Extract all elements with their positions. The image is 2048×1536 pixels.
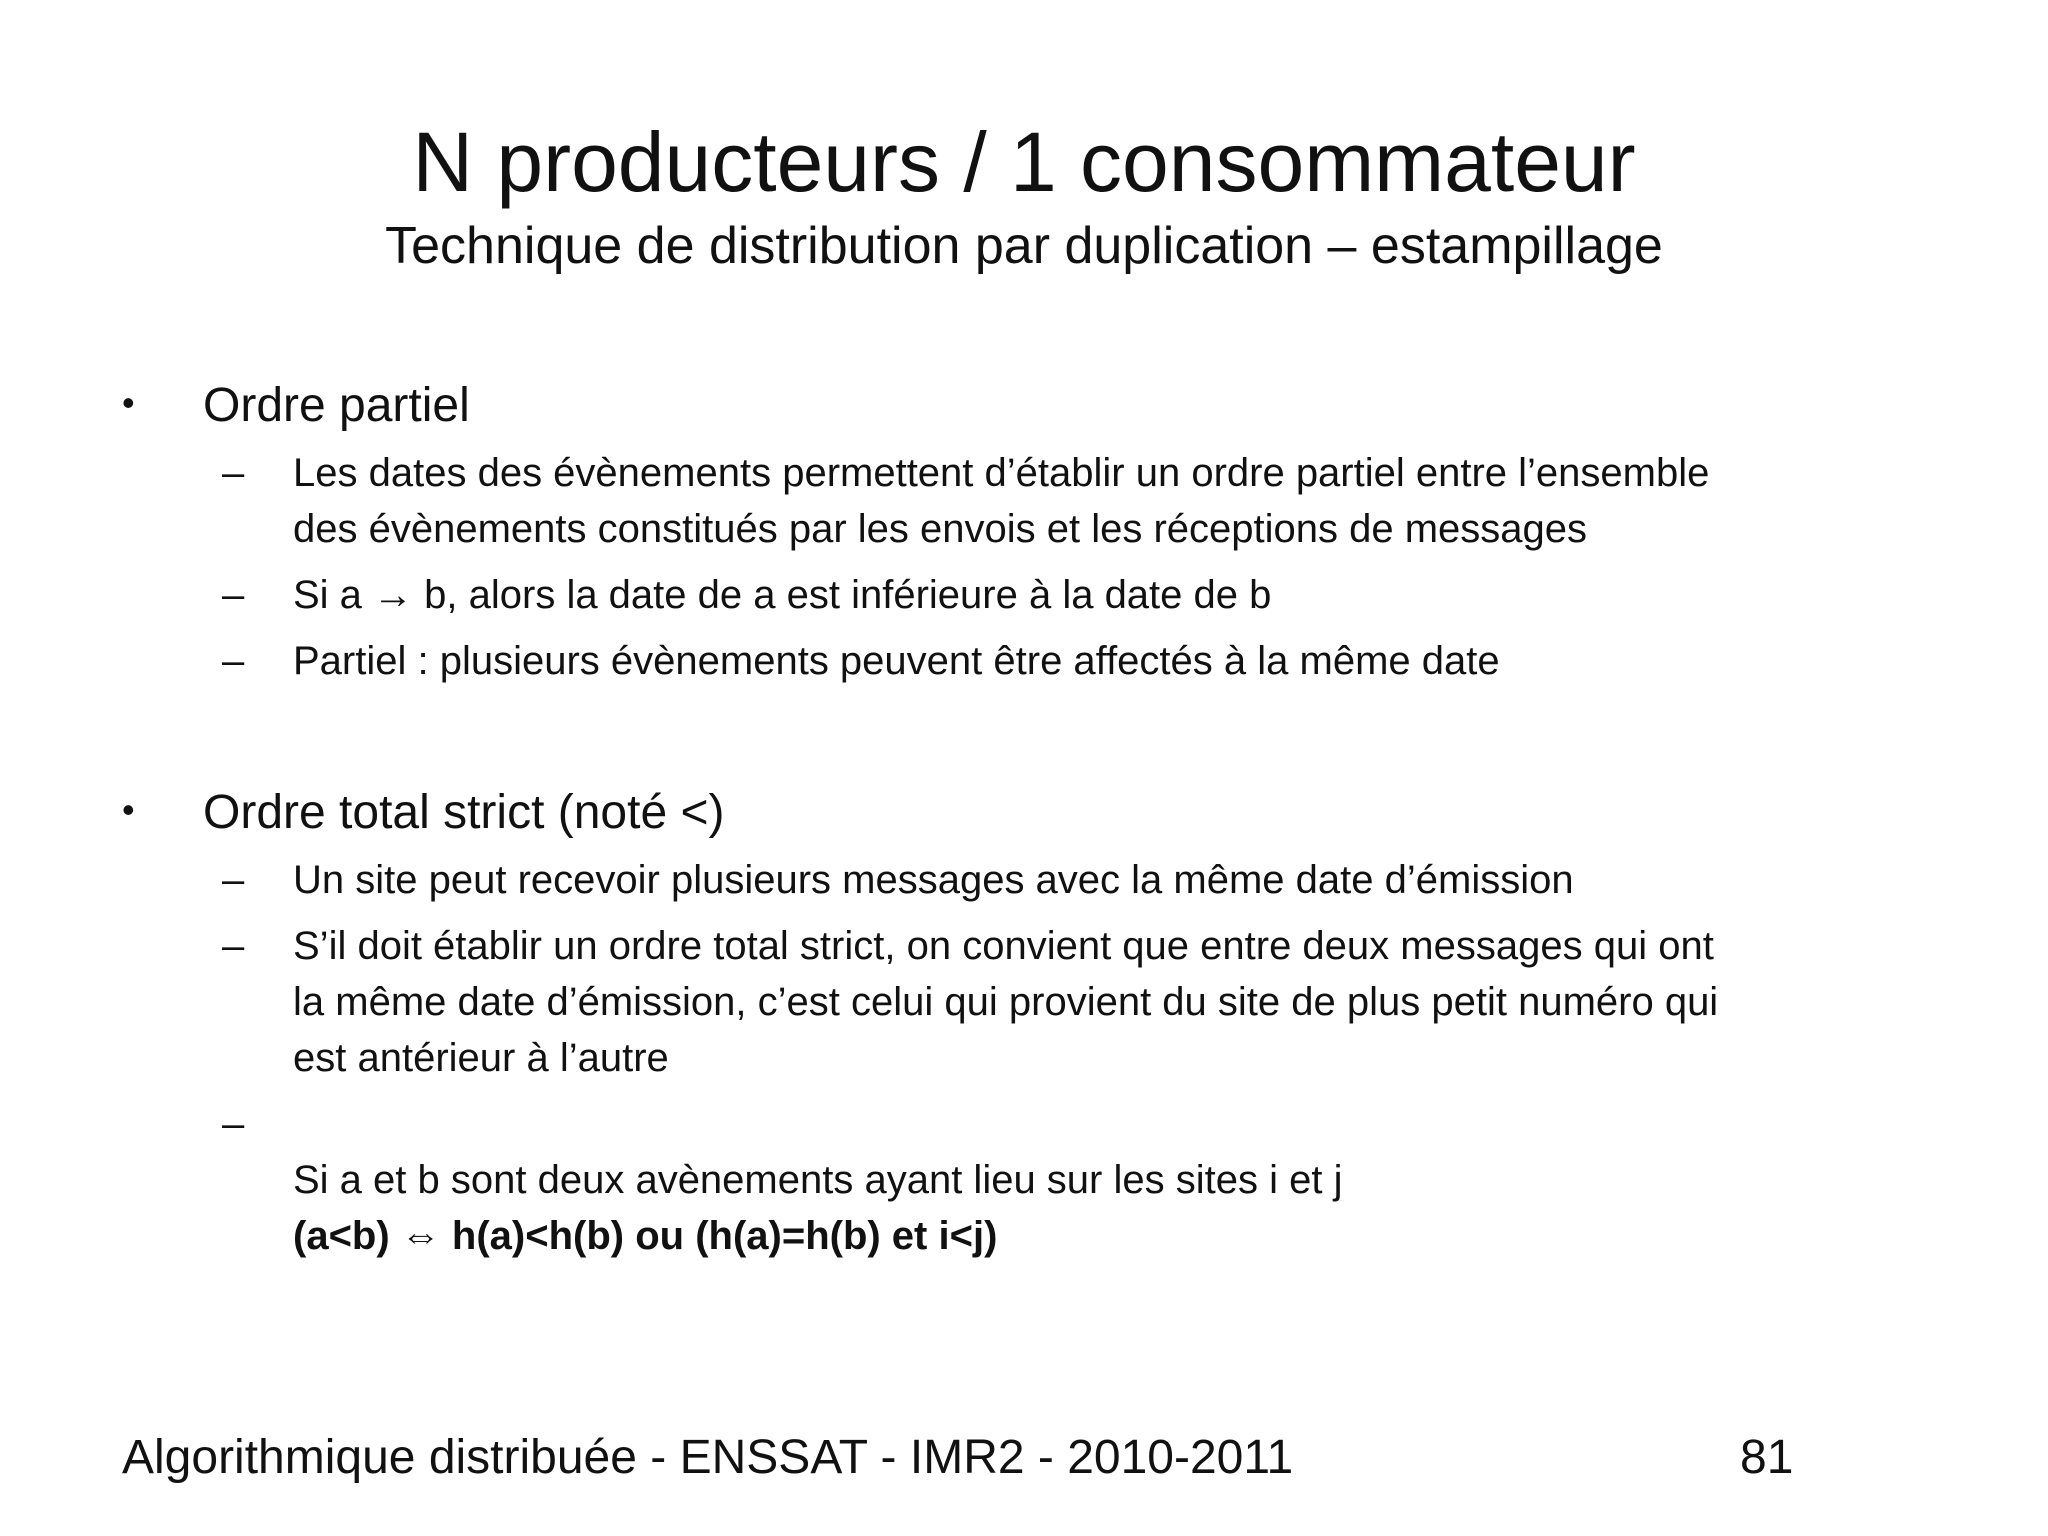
dash-icon: – bbox=[222, 639, 245, 683]
slide-title: N producteurs / 1 consommateur bbox=[412, 115, 1636, 209]
sub-item bbox=[0, 567, 2048, 623]
sub-item bbox=[0, 852, 2048, 908]
dash-icon: – bbox=[222, 1102, 245, 1146]
sub-item-text: Partiel : plusieurs évènements peuvent être affectés à la même date bbox=[293, 639, 1500, 683]
bullet-icon: • bbox=[122, 789, 135, 830]
sub-item bbox=[0, 445, 2048, 557]
sub-item-text: Si a et b sont deux avènements ayant lieu sur les sites i et j bbox=[293, 1158, 1343, 1202]
section-ordre-total bbox=[0, 782, 2048, 1330]
dash-icon: – bbox=[222, 573, 245, 617]
bullet-icon: • bbox=[122, 382, 135, 423]
sub-item bbox=[0, 1096, 2048, 1320]
sub-item bbox=[0, 918, 2048, 1086]
sub-item-container bbox=[293, 1096, 1973, 1320]
formula: (a<b) ⇔ h(a)<h(b) ou (h(a)=h(b) et i<j) bbox=[293, 1214, 998, 1258]
footer-text: Algorithmique distribuée - ENSSAT - IMR2 - 2010-2011 bbox=[122, 1431, 1294, 1484]
sub-item bbox=[0, 633, 2048, 689]
bullet-heading: Ordre partiel bbox=[203, 379, 470, 432]
section-ordre-partiel bbox=[0, 375, 2048, 699]
sub-item-text: S’il doit établir un ordre total strict, on convient que entre deux messages qui ont la même date d’émission, c’est celui qui provient du site de plus petit numéro qui est antérieur à l’autre bbox=[293, 924, 1719, 1080]
dash-icon: – bbox=[222, 858, 245, 902]
sub-item-text: Un site peut recevoir plusieurs messages avec la même date d’émission bbox=[293, 858, 1574, 902]
bullet-heading: Ordre total strict (noté <) bbox=[203, 786, 725, 839]
slide-subtitle: Technique de distribution par duplication – estampillage bbox=[385, 217, 1663, 275]
page-number: 81 bbox=[1740, 1431, 1794, 1484]
dash-icon: – bbox=[222, 451, 245, 495]
dash-icon: – bbox=[222, 924, 245, 968]
bullet-item bbox=[0, 375, 2048, 445]
bullet-item bbox=[0, 782, 2048, 852]
sub-item-text: Les dates des évènements permettent d’établir un ordre partiel entre l’ensemble des évènements constitués par les envois et les réceptions de messages bbox=[293, 451, 1710, 551]
sub-item-text: Si a → b, alors la date de a est inférieure à la date de b bbox=[293, 573, 1272, 617]
